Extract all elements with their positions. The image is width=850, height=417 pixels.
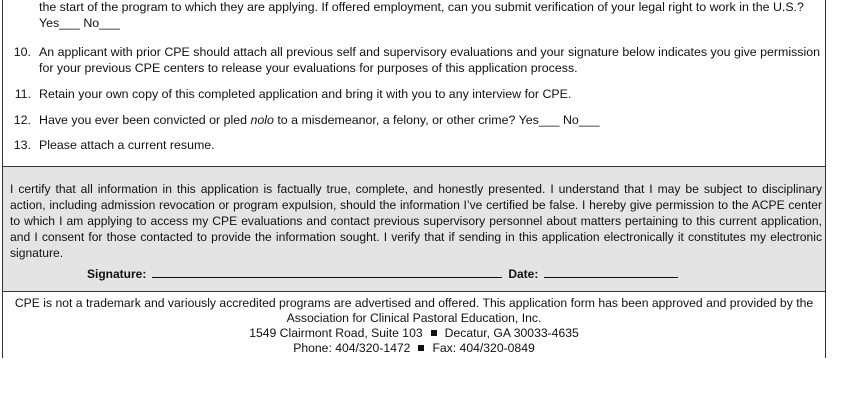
signature-label: Signature: bbox=[87, 267, 147, 281]
date-field[interactable] bbox=[544, 267, 678, 278]
signature-row bbox=[87, 267, 678, 281]
footer-address: 1549 Clairmont Road, Suite 103 Decatur, GA 30033-4635 bbox=[249, 326, 579, 340]
footer-disclaimer: CPE is not a trademark and variously accredited programs are advertised and offered. This application form has been approved and provided by the bbox=[14, 296, 814, 310]
certification-box bbox=[3, 166, 825, 292]
instructions-list: the start of the program to which they are applying. If offered employment, can you submit verification of your legal right to work in the U.S.? Yes___ No___ 10. An applicant with prior CPE should attach all previous self and supervisory evaluations and your signature below indicates you give permission for your previous CPE centers to release your evaluations for purposes of this application process. 11. Retain your own copy of this completed application and bring it with you to any interview for CPE. 12. Have you ever been convicted or pled nolo to a misdemeanor, a felony, or other crime? Yes___ No___ 13. Please attach a current resume. bbox=[13, 0, 821, 152]
signature-field[interactable] bbox=[152, 267, 502, 278]
date-label: Date: bbox=[508, 267, 539, 281]
footer-org-name: Association for Clinical Pastoral Education, Inc. bbox=[286, 311, 542, 325]
square-bullet-icon bbox=[431, 330, 437, 336]
square-bullet-icon bbox=[418, 345, 424, 351]
footer bbox=[3, 296, 825, 356]
certification-statement: I certify that all information in this application is factually true, complete, and honestly presented. I understand that I may be subject to disciplinary action, including admission revocation or program expulsion, should the information I’ve certified be false. I hereby give permission to the ACPE center to which I am applying to access my CPE evaluations and contact previous supervisory personnel about matters pertaining to this current application, and I consent for those contacted to provide the information sought. I verify that if sending in this application electronically it constitutes my electronic signature. bbox=[10, 182, 822, 260]
footer-contact: Phone: 404/320-1472 Fax: 404/320-0849 bbox=[293, 341, 535, 355]
application-form-section bbox=[2, 0, 826, 358]
